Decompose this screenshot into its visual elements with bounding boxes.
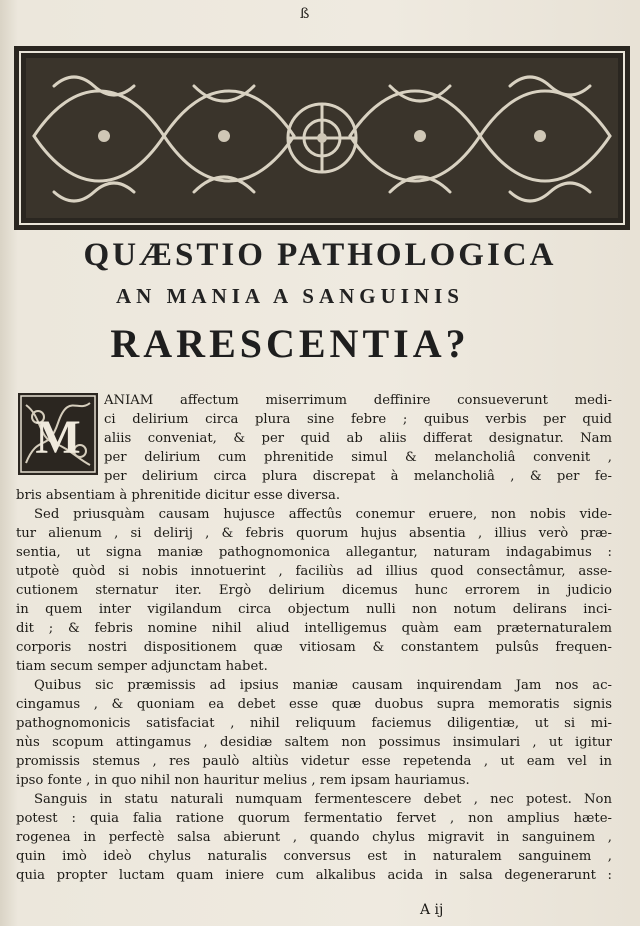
title-line-1: QUÆSTIO PATHOLOGICA xyxy=(83,237,557,273)
text-line: potest : quia falia ratione quorum fermentatio fervet , non amplius hæte- xyxy=(16,811,612,826)
text-line: ipso fonte , in quo nihil non hauritur melius , rem ipsam hauriamus. xyxy=(16,773,470,788)
page-mark: ß xyxy=(300,6,310,22)
text-line: cutionem sternatur iter. Ergò delirium dicemus hunc errorem in judicio xyxy=(16,583,612,598)
text-line: pathognomonicis satisfaciat , nihil reliquum faciemus diligentiæ, ut si mi- xyxy=(16,716,612,731)
text-line: sentia, ut signa maniæ pathognomonica allegantur, naturam indagabimus : xyxy=(16,545,612,560)
text-line: Sanguis in statu naturali numquam fermentescere debet , nec potest. Non xyxy=(34,792,612,807)
catchword: A ij xyxy=(420,902,444,918)
text-line: rogenea in perfectè salsa abierunt , quando chylus migravit in sanguinem , xyxy=(16,830,612,845)
text-line: tur alienum , si delirij , & febris quorum hujus absentia , illius verò præ- xyxy=(16,526,612,541)
text-line: cingamus , & quoniam ea debet esse quæ duobus supra memoratis signis xyxy=(16,697,612,712)
text-line: ANIAM affectum miserrimum deffinire consueverunt medi- xyxy=(104,393,612,408)
title-line-3: RARESCENTIA? xyxy=(110,321,470,366)
text-line: tiam secum semper adjunctam habet. xyxy=(16,659,268,674)
text-line: nùs scopum attingamus , desidiæ saltem non possimus insimulari , ut igitur xyxy=(16,735,612,750)
title-line-2: AN MANIA A SANGUINIS xyxy=(116,284,464,308)
text-line: corporis nostri dispositionem quæ vitiosam & constantem pulsûs frequen- xyxy=(16,640,612,655)
text-line: Quibus sic præmissis ad ipsius maniæ causam inquirendam Jam nos ac- xyxy=(34,678,612,693)
text-line: Sed priusquàm causam hujusce affectûs conemur eruere, non nobis vide- xyxy=(34,507,612,522)
text-line: per delirium cum phrenitide simul & melancholiâ convenit , xyxy=(104,450,612,465)
text-line: aliis conveniat, & per quid ab aliis differat designatur. Nam xyxy=(104,431,612,446)
text-line: promissis stemus , res paulò altiùs videtur esse repetenda , ut eam vel in xyxy=(16,754,612,769)
text-line: ci delirium circa plura sine febre ; quibus verbis per quid xyxy=(104,412,612,427)
dropcap-ornament xyxy=(18,393,98,475)
text-line: quia propter luctam quam iniere cum alkalibus acida in salsa degenerarunt : xyxy=(16,868,612,883)
header-ornament xyxy=(14,46,630,230)
text-line: quin imò ideò chylus naturalis conversus est in naturalem sanguinem , xyxy=(16,849,612,864)
text-line: per delirium circa plura discrepat à melancholiâ , & per fe- xyxy=(104,469,612,484)
text-line: bris absentiam à phrenitide dicitur esse diversa. xyxy=(16,488,341,503)
text-line: dit ; & febris nomine nihil aliud intelligemus quàm eam præternaturalem xyxy=(16,621,612,636)
text-line: utpotè quòd si nobis innotuerint , faciliùs ad illius quod consectâmur, asse- xyxy=(16,564,612,579)
text-line: in quem inter vigilandum circa objectum nulli non notum delirans inci- xyxy=(16,602,612,617)
dropcap-letter: M xyxy=(35,411,81,464)
